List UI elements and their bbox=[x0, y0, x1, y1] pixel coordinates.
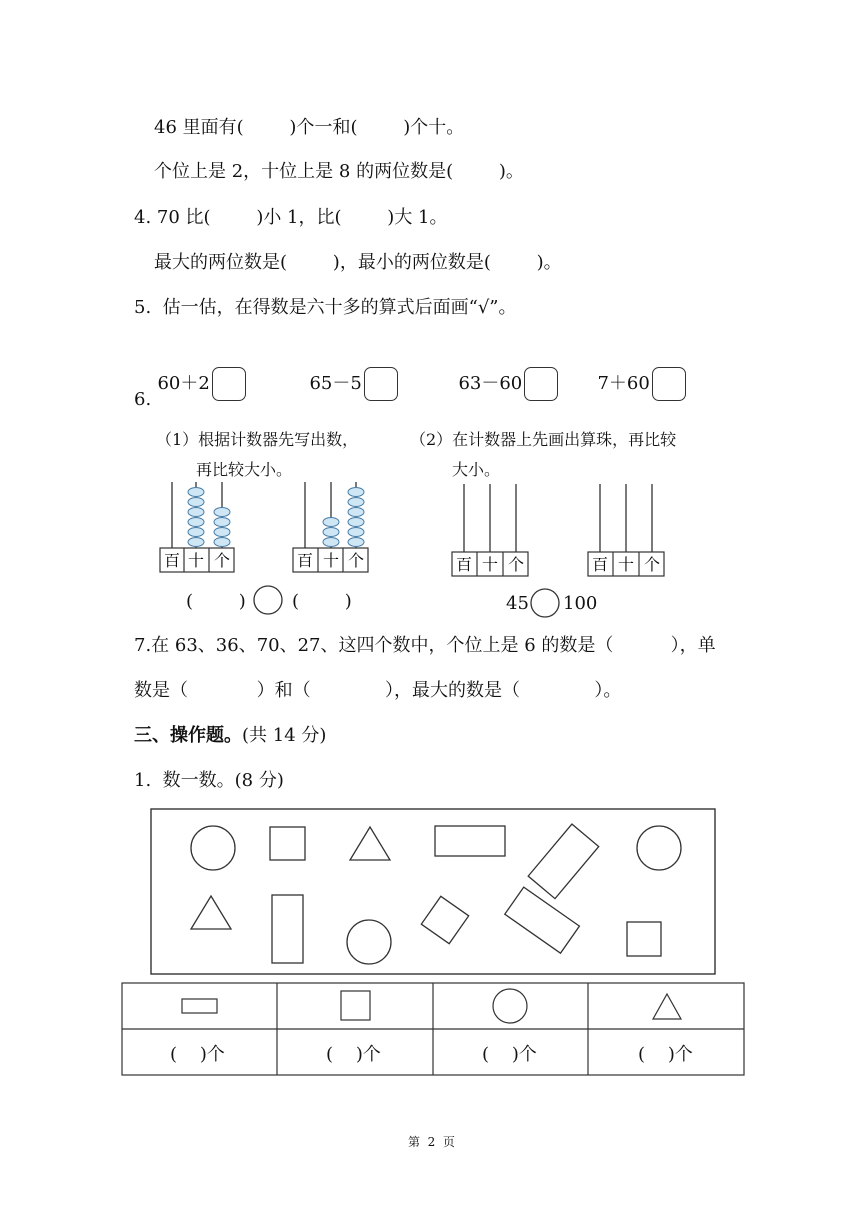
q4-line-2: 最大的两位数是( )，最小的两位数是( )。 bbox=[154, 252, 562, 273]
place-label-ones: 个 bbox=[213, 551, 231, 570]
abacus-bead bbox=[348, 528, 364, 537]
circle-icon bbox=[493, 989, 527, 1023]
answer-blank-left[interactable]: ( ) bbox=[186, 591, 246, 612]
abacus-1 bbox=[160, 482, 234, 572]
place-label-ones: 个 bbox=[507, 555, 525, 574]
place-label-tens: 十 bbox=[322, 551, 340, 570]
count-answer-rectangle[interactable]: ( )个 bbox=[170, 1044, 225, 1065]
compare-value-right: 100 bbox=[563, 593, 598, 614]
compare-circle-2[interactable] bbox=[531, 589, 559, 617]
q5-title: 5. 估一估，在得数是六十多的算式后面画“√”。 bbox=[134, 297, 517, 318]
rectangle-shape bbox=[505, 887, 580, 953]
abacus-bead bbox=[323, 538, 339, 547]
rectangle-shape bbox=[435, 826, 505, 856]
estimate-expression: 7＋60 bbox=[597, 373, 650, 394]
section-3-q1-title: 1. 数一数。(8 分) bbox=[134, 770, 284, 791]
abacus-bead bbox=[348, 518, 364, 527]
estimate-expression: 63－60 bbox=[458, 373, 523, 394]
place-label-ones: 个 bbox=[347, 551, 365, 570]
place-label-tens: 十 bbox=[481, 555, 499, 574]
square-shape bbox=[270, 827, 305, 860]
abacus-2 bbox=[293, 482, 368, 572]
place-label-tens: 十 bbox=[187, 551, 205, 570]
q7-line-1: 7.在 63、36、70、27、这四个数中，个位上是 6 的数是（ ），单 bbox=[134, 635, 716, 656]
abacus-bead bbox=[188, 488, 204, 497]
abacus-bead bbox=[214, 538, 230, 547]
q4-line-1: 4. 70 比( )小 1，比( )大 1。 bbox=[134, 207, 448, 228]
section-3-heading bbox=[134, 724, 326, 748]
section-3-title: 三、操作题。 bbox=[134, 725, 242, 746]
abacus-bead bbox=[348, 538, 364, 547]
rectangle-icon bbox=[182, 999, 217, 1013]
q3-line-2: 个位上是 2，十位上是 8 的两位数是( )。 bbox=[154, 161, 524, 182]
abacus-bead bbox=[188, 538, 204, 547]
abacus-bead bbox=[188, 508, 204, 517]
triangle-shape bbox=[191, 896, 231, 929]
place-label-hundreds: 百 bbox=[163, 551, 181, 570]
abacus-bead bbox=[214, 508, 230, 517]
abacus-bead bbox=[188, 498, 204, 507]
triangle-icon bbox=[653, 994, 681, 1019]
square-icon bbox=[341, 991, 370, 1020]
abacus-bead bbox=[323, 518, 339, 527]
q6-number: 6. bbox=[134, 389, 152, 410]
q6-part1-line1: （1）根据计数器先写出数， bbox=[156, 430, 359, 449]
page-number: 第 2 页 bbox=[408, 1135, 455, 1149]
abacus-bead bbox=[214, 528, 230, 537]
q6-part1-line2: 再比较大小。 bbox=[196, 460, 293, 479]
q7-line-2: 数是（ ）和（ ），最大的数是（ ）。 bbox=[134, 680, 622, 701]
square-shape bbox=[421, 896, 468, 943]
abacus-bead bbox=[188, 518, 204, 527]
compare-circle-1[interactable] bbox=[254, 586, 282, 614]
section-3-score: (共 14 分) bbox=[242, 725, 327, 746]
abacus-bead bbox=[348, 498, 364, 507]
place-label-hundreds: 百 bbox=[591, 555, 609, 574]
estimate-expression: 65－5 bbox=[309, 373, 362, 394]
abacus-bead bbox=[188, 528, 204, 537]
answer-blank-right[interactable]: ( ) bbox=[292, 591, 352, 612]
rectangle-shape bbox=[272, 895, 303, 963]
place-label-ones: 个 bbox=[643, 555, 661, 574]
compare-value-left: 45 bbox=[506, 593, 529, 614]
abacus-bead bbox=[214, 518, 230, 527]
rectangle-shape bbox=[528, 824, 599, 899]
place-label-hundreds: 百 bbox=[296, 551, 314, 570]
q3-line-1: 46 里面有( )个一和( )个十。 bbox=[154, 117, 465, 138]
circle-shape bbox=[347, 920, 391, 964]
count-table bbox=[0, 982, 860, 1082]
count-answer-square[interactable]: ( )个 bbox=[326, 1044, 381, 1065]
estimate-expression: 60＋2 bbox=[157, 373, 210, 394]
triangle-shape bbox=[350, 827, 390, 860]
circle-shape bbox=[637, 826, 681, 870]
count-answer-circle[interactable]: ( )个 bbox=[482, 1044, 537, 1065]
q6-part2-line1: （2）在计数器上先画出算珠，再比较 bbox=[410, 430, 677, 449]
square-shape bbox=[627, 922, 661, 956]
abacus-4[interactable] bbox=[588, 484, 664, 576]
count-answer-triangle[interactable]: ( )个 bbox=[638, 1044, 693, 1065]
circle-shape bbox=[191, 826, 235, 870]
abacus-bead bbox=[348, 508, 364, 517]
q6-part2-line2: 大小。 bbox=[452, 460, 501, 479]
abacus-bead bbox=[323, 528, 339, 537]
abacus-bead bbox=[348, 488, 364, 497]
place-label-hundreds: 百 bbox=[455, 555, 473, 574]
place-label-tens: 十 bbox=[617, 555, 635, 574]
abacus-3[interactable] bbox=[452, 484, 528, 576]
